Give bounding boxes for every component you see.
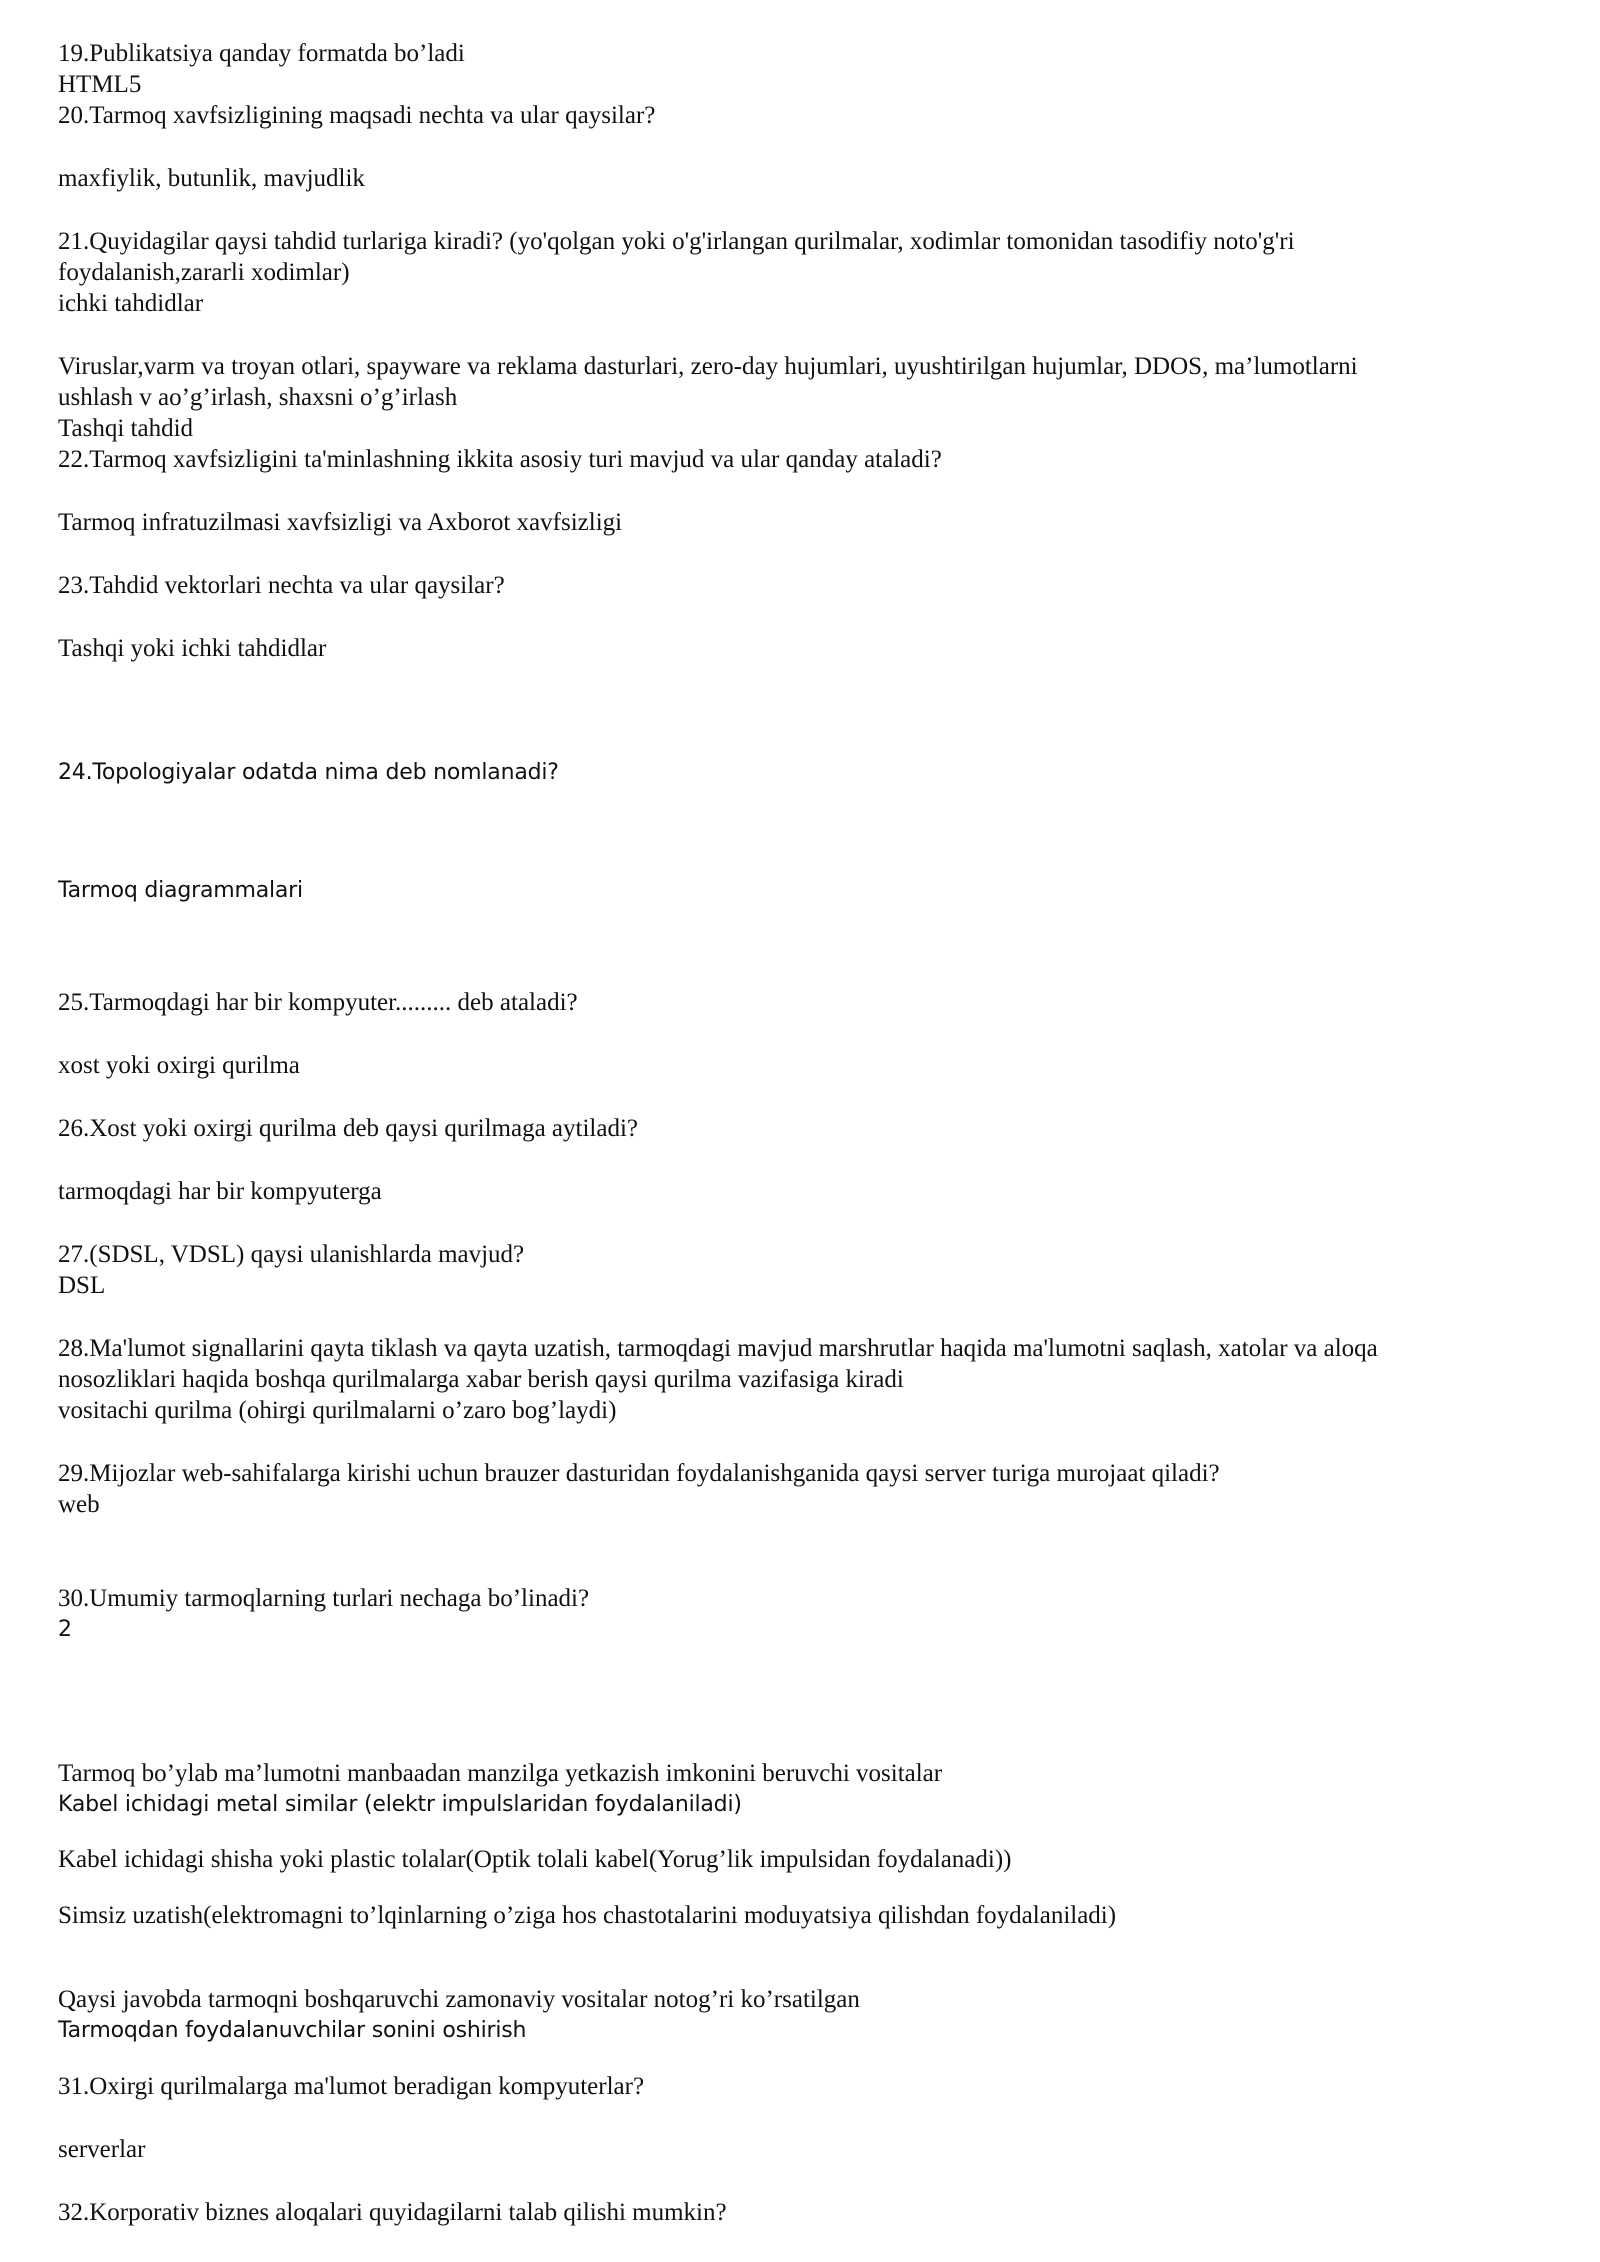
threat-list-answer: Tashqi tahdid: [58, 415, 194, 442]
question-29: 29.Mijozlar web-sahifalarga kirishi uchun brauzer dasturidan foydalanishganida qaysi server turiga murojaat qiladi?: [58, 1460, 1220, 1487]
answer-23: Tashqi yoki ichki tahdidlar: [58, 635, 327, 662]
media-item-3: Simsiz uzatish(elektromagni to’lqinlarning o’ziga hos chastotalarini moduyatsiya qilishdan foydalaniladi): [58, 1902, 1117, 1929]
question-27: 27.(SDSL, VDSL) qaysi ulanishlarda mavjud?: [58, 1241, 525, 1268]
question-26: 26.Xost yoki oxirgi qurilma deb qaysi qurilmaga aytiladi?: [58, 1115, 638, 1142]
answer-29: web: [58, 1491, 100, 1518]
media-item-2: Kabel ichidagi shisha yoki plastic tolalar(Optik tolali kabel(Yorug’lik impulsidan foydalanadi)): [58, 1846, 1012, 1873]
answer-20: maxfiylik, butunlik, mavjudlik: [58, 165, 365, 192]
answer-26: tarmoqdagi har bir kompyuterga: [58, 1178, 382, 1205]
question-31: 31.Oxirgi qurilmalarga ma'lumot beradigan kompyuterlar?: [58, 2073, 645, 2100]
question-30: 30.Umumiy tarmoqlarning turlari nechaga bo’linadi?: [58, 1585, 590, 1612]
answer-27: DSL: [58, 1272, 106, 1299]
answer-28: vositachi qurilma (ohirgi qurilmalarni o’zaro bog’laydi): [58, 1397, 617, 1424]
question-28-line-1: 28.Ma'lumot signallarini qayta tiklash va qayta uzatish, tarmoqdagi mavjud marshrutlar haqida ma'lumotni saqlash, xatolar va aloqa: [58, 1335, 1378, 1362]
question-28-line-2: nosozliklari haqida boshqa qurilmalarga xabar berish qaysi qurilma vazifasiga kiradi: [58, 1366, 904, 1393]
question-24: 24.Topologiyalar odatda nima deb nomlanadi?: [58, 760, 559, 785]
question-23: 23.Tahdid vektorlari nechta va ular qaysilar?: [58, 572, 505, 599]
answer-25: xost yoki oxirgi qurilma: [58, 1052, 300, 1079]
answer-21: ichki tahdidlar: [58, 290, 204, 317]
media-heading: Tarmoq bo’ylab ma’lumotni manbaadan manzilga yetkazish imkonini beruvchi vositalar: [58, 1760, 943, 1787]
answer-31: serverlar: [58, 2136, 146, 2163]
question-21-line-2: foydalanish,zararli xodimlar): [58, 259, 350, 286]
answer-30: 2: [58, 1617, 72, 1642]
answer-24: Tarmoq diagrammalari: [58, 878, 303, 903]
question-22: 22.Tarmoq xavfsizligini ta'minlashning ikkita asosiy turi mavjud va ular qanday ataladi?: [58, 446, 942, 473]
media-item-1: Kabel ichidagi metal similar (elektr impulslaridan foydalaniladi): [58, 1792, 742, 1817]
answer-19: HTML5: [58, 71, 142, 98]
question-25: 25.Tarmoqdagi har bir kompyuter......... deb ataladi?: [58, 989, 578, 1016]
question-21-line-1: 21.Quyidagilar qaysi tahdid turlariga kiradi? (yo'qolgan yoki o'g'irlangan qurilmalar, xodimlar tomonidan tasodifiy noto'g'ri: [58, 228, 1295, 255]
threat-list-line-2: ushlash v ao’g’irlash, shaxsni o’g’irlash: [58, 384, 458, 411]
question-19: 19.Publikatsiya qanday formatda bo’ladi: [58, 40, 465, 67]
threat-list-line-1: Viruslar,varm va troyan otlari, spayware va reklama dasturlari, zero-day hujumlari, uyushtirilgan hujumlar, DDOS, ma’lumotlarni: [58, 353, 1358, 380]
question-tools: Qaysi javobda tarmoqni boshqaruvchi zamonaviy vositalar notog’ri ko’rsatilgan: [58, 1986, 860, 2013]
answer-22: Tarmoq infratuzilmasi xavfsizligi va Axborot xavfsizligi: [58, 509, 623, 536]
question-32: 32.Korporativ biznes aloqalari quyidagilarni talab qilishi mumkin?: [58, 2199, 727, 2226]
answer-tools: Tarmoqdan foydalanuvchilar sonini oshirish: [58, 2018, 527, 2043]
question-20: 20.Tarmoq xavfsizligining maqsadi nechta va ular qaysilar?: [58, 102, 656, 129]
